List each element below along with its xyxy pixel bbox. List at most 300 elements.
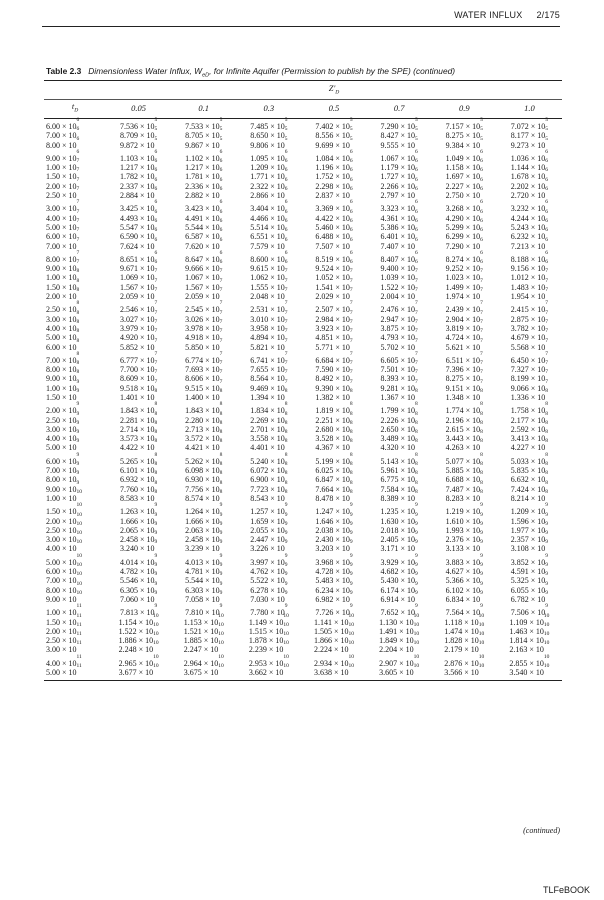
- value-cell: $2.964 \times 10^{10}$: [183, 653, 224, 668]
- value-cell: $4.320 \times 10^8$: [380, 438, 418, 453]
- value-cell: $9.384 \times 10^5$: [445, 135, 483, 150]
- table-row: [44, 576, 562, 585]
- value-cell: $2.177 \times 10^8$: [510, 410, 549, 425]
- td-cell: $9.00 \times 10^7$: [46, 259, 80, 274]
- value-cell: $4.782 \times 10^9$: [119, 562, 158, 577]
- value-cell: $1.158 \times 10^6$: [445, 158, 483, 173]
- value-cell: $3.413 \times 10^8$: [510, 429, 549, 444]
- value-cell: $4.013 \times 10^9$: [185, 552, 223, 567]
- table-row: [44, 526, 562, 535]
- value-cell: $2.531 \times 10^7$: [250, 300, 288, 315]
- value-cell: $8.492 \times 10^7$: [315, 369, 353, 384]
- value-cell: $2.907 \times 10^{10}$: [379, 653, 420, 668]
- caption-label: Table 2.3: [46, 66, 82, 76]
- table-row: [44, 255, 562, 264]
- value-cell: $5.514 \times 10^6$: [250, 217, 288, 232]
- value-cell: $5.143 \times 10^8$: [380, 451, 418, 466]
- table-row: [44, 636, 562, 645]
- value-cell: $2.376 \times 10^9$: [445, 530, 483, 545]
- value-cell: $2.476 \times 10^7$: [380, 300, 418, 315]
- value-cell: $5.483 \times 10^9$: [315, 571, 353, 586]
- value-cell: $4.263 \times 10^8$: [445, 438, 483, 453]
- value-cell: $1.666 \times 10^9$: [119, 511, 158, 526]
- value-cell: $8.283 \times 10^8$: [445, 488, 483, 503]
- td-cell: $9.00 \times 10^8$: [46, 369, 80, 384]
- td-cell: $4.00 \times 10^{10}$: [46, 539, 83, 554]
- value-cell: $5.243 \times 10^6$: [510, 217, 549, 232]
- value-cell: $3.203 \times 10^9$: [315, 539, 353, 554]
- table-row: [44, 324, 562, 333]
- value-cell: $7.157 \times 10^5$: [445, 116, 483, 131]
- value-cell: $7.624 \times 10^6$: [119, 236, 158, 251]
- value-cell: $2.059 \times 10^7$: [185, 287, 223, 302]
- value-cell: $6.688 \times 10^8$: [445, 470, 483, 485]
- value-cell: $3.675 \times 10^{10}$: [171, 668, 236, 681]
- value-cell: $4.851 \times 10^7$: [315, 328, 353, 343]
- value-cell: $3.443 \times 10^8$: [445, 429, 483, 444]
- value-cell: $1.758 \times 10^8$: [510, 401, 549, 416]
- value-cell: $4.682 \times 10^9$: [380, 562, 418, 577]
- value-cell: $5.621 \times 10^7$: [445, 337, 483, 352]
- value-cell: $8.188 \times 10^6$: [510, 249, 549, 264]
- value-cell: $4.762 \times 10^9$: [250, 562, 288, 577]
- value-cell: $7.664 \times 10^8$: [315, 479, 353, 494]
- value-cell: $1.264 \times 10^9$: [185, 502, 223, 517]
- value-cell: $9.469 \times 10^7$: [250, 378, 288, 393]
- value-cell: $1.039 \times 10^7$: [380, 268, 418, 283]
- value-cell: $2.965 \times 10^{10}$: [118, 653, 159, 668]
- value-cell: $2.018 \times 10^9$: [380, 520, 418, 535]
- table-row: [44, 356, 562, 365]
- value-cell: $2.251 \times 10^8$: [315, 410, 353, 425]
- value-cell: $1.521 \times 10^{10}$: [183, 621, 224, 636]
- value-cell: $8.647 \times 10^6$: [185, 249, 223, 264]
- value-cell: $5.547 \times 10^6$: [119, 217, 158, 232]
- value-cell: $6.587 \times 10^6$: [185, 227, 223, 242]
- value-cell: $7.327 \times 10^7$: [510, 360, 549, 375]
- column-header: 0.1: [171, 99, 236, 118]
- value-cell: $1.878 \times 10^{10}$: [248, 631, 289, 646]
- value-cell: $3.923 \times 10^7$: [315, 318, 353, 333]
- table-row: [44, 333, 562, 342]
- value-cell: $2.650 \times 10^8$: [380, 419, 418, 434]
- value-cell: $1.109 \times 10^{10}$: [509, 612, 550, 627]
- column-header: 0.9: [432, 99, 497, 118]
- value-cell: $1.012 \times 10^7$: [510, 268, 549, 283]
- column-header-row: [44, 99, 562, 118]
- table-row: [44, 172, 562, 181]
- value-cell: $6.930 \times 10^8$: [185, 470, 223, 485]
- table-row: [44, 595, 562, 604]
- value-cell: $5.033 \times 10^8$: [510, 451, 549, 466]
- value-cell: $2.322 \times 10^6$: [250, 176, 288, 191]
- td-cell: $7.00 \times 10^6$: [46, 126, 80, 141]
- value-cell: $9.524 \times 10^6$: [315, 259, 353, 274]
- value-cell: $1.799 \times 10^8$: [380, 401, 418, 416]
- value-cell: $4.361 \times 10^6$: [380, 208, 418, 223]
- value-cell: $2.281 \times 10^8$: [119, 410, 158, 425]
- td-cell: $2.50 \times 10^7$: [46, 186, 80, 201]
- value-cell: $3.425 \times 10^6$: [119, 199, 158, 214]
- table-row: [44, 242, 562, 251]
- value-cell: $5.852 \times 10^7$: [119, 337, 158, 352]
- table-row: [44, 365, 562, 374]
- value-cell: $7.213 \times 10^6$: [510, 236, 549, 251]
- value-cell: $4.422 \times 10^8$: [119, 438, 158, 453]
- value-cell: $8.389 \times 10^8$: [380, 488, 418, 503]
- value-cell: $2.224 \times 10^{10}$: [313, 640, 354, 655]
- value-cell: $3.010 \times 10^7$: [250, 309, 288, 324]
- value-cell: $7.723 \times 10^8$: [250, 479, 288, 494]
- value-cell: $7.590 \times 10^7$: [315, 360, 353, 375]
- value-cell: $6.982 \times 10^9$: [315, 589, 353, 604]
- value-cell: $9.156 \times 10^6$: [510, 259, 549, 274]
- table-row: [44, 384, 562, 393]
- value-cell: $3.572 \times 10^8$: [185, 429, 223, 444]
- value-cell: $3.883 \times 10^9$: [445, 552, 483, 567]
- td-cell: $4.00 \times 10^{11}$: [46, 653, 82, 668]
- value-cell: $1.567 \times 10^7$: [185, 277, 223, 292]
- value-cell: $1.154 \times 10^{10}$: [118, 612, 159, 627]
- value-cell: $2.065 \times 10^9$: [119, 520, 158, 535]
- value-cell: $1.118 \times 10^{10}$: [444, 612, 485, 627]
- value-cell: $9.671 \times 10^6$: [119, 259, 158, 274]
- value-cell: $6.782 \times 10^9$: [510, 589, 549, 604]
- value-cell: $1.067 \times 10^7$: [185, 268, 223, 283]
- value-cell: $2.029 \times 10^7$: [315, 287, 353, 302]
- value-cell: $2.837 \times 10^6$: [315, 186, 353, 201]
- value-cell: $3.929 \times 10^9$: [380, 552, 418, 567]
- value-cell: $3.605 \times 10^{10}$: [367, 668, 432, 681]
- value-cell: $7.407 \times 10^6$: [380, 236, 418, 251]
- td-cell: $3.00 \times 10^9$: [46, 419, 80, 434]
- table-row: [44, 659, 562, 668]
- value-cell: $7.760 \times 10^8$: [119, 479, 158, 494]
- td-cell: $1.50 \times 10^{10}$: [46, 502, 83, 517]
- value-cell: $7.780 \times 10^9$: [250, 603, 288, 618]
- value-cell: $7.487 \times 10^8$: [445, 479, 483, 494]
- value-cell: $3.540 \times 10^{10}$: [497, 668, 562, 681]
- td-cell: $7.00 \times 10^9$: [46, 461, 80, 476]
- value-cell: $6.488 \times 10^6$: [315, 227, 353, 242]
- td-cell: $1.00 \times 10^{11}$: [46, 603, 82, 618]
- value-cell: $7.058 \times 10^9$: [185, 589, 223, 604]
- table-row: [44, 141, 562, 150]
- value-cell: $2.298 \times 10^6$: [315, 176, 353, 191]
- table-row: [44, 558, 562, 567]
- value-cell: $3.369 \times 10^6$: [315, 199, 353, 214]
- value-cell: $2.713 \times 10^8$: [185, 419, 223, 434]
- value-cell: $3.875 \times 10^7$: [380, 318, 418, 333]
- value-cell: $1.834 \times 10^8$: [250, 401, 288, 416]
- value-cell: $2.439 \times 10^7$: [445, 300, 483, 315]
- caption-text: Dimensionless Water Influx, W: [88, 66, 203, 76]
- value-cell: $3.566 \times 10^{10}$: [432, 668, 497, 681]
- value-cell: $2.248 \times 10^{10}$: [118, 640, 159, 655]
- value-cell: $3.997 \times 10^9$: [250, 552, 288, 567]
- table-row: [44, 163, 562, 172]
- value-cell: $1.382 \times 10^8$: [315, 387, 353, 402]
- td-cell: $1.00 \times 10^{10}$: [46, 488, 83, 503]
- value-cell: $1.567 \times 10^7$: [119, 277, 158, 292]
- value-cell: $1.505 \times 10^{10}$: [313, 621, 354, 636]
- td-cell: $5.00 \times 10^{11}$: [44, 668, 106, 681]
- value-cell: $3.528 \times 10^8$: [315, 429, 353, 444]
- value-cell: $2.055 \times 10^9$: [250, 520, 288, 535]
- value-cell: $2.855 \times 10^{10}$: [509, 653, 550, 668]
- value-cell: $7.813 \times 10^9$: [119, 603, 158, 618]
- value-cell: $6.684 \times 10^7$: [315, 350, 353, 365]
- value-cell: $1.153 \times 10^{10}$: [183, 612, 224, 627]
- value-cell: $3.423 \times 10^6$: [185, 199, 223, 214]
- value-cell: $2.038 \times 10^9$: [315, 520, 353, 535]
- value-cell: $7.030 \times 10^9$: [250, 589, 288, 604]
- value-cell: $3.979 \times 10^7$: [119, 318, 158, 333]
- value-cell: $2.004 \times 10^7$: [380, 287, 418, 302]
- value-cell: $9.518 \times 10^7$: [119, 378, 158, 393]
- value-cell: $2.226 \times 10^8$: [380, 410, 418, 425]
- value-cell: $1.209 \times 10^6$: [250, 158, 288, 173]
- value-cell: $2.714 \times 10^8$: [119, 419, 158, 434]
- value-cell: $1.095 \times 10^6$: [250, 148, 288, 163]
- value-cell: $1.697 \times 10^6$: [445, 167, 483, 182]
- td-cell: $2.00 \times 10^8$: [46, 287, 80, 302]
- value-cell: $1.541 \times 10^7$: [315, 277, 353, 292]
- value-cell: $2.546 \times 10^7$: [119, 300, 158, 315]
- value-cell: $1.049 \times 10^6$: [445, 148, 483, 163]
- column-header: 0.5: [301, 99, 366, 118]
- td-cell: $1.00 \times 10^7$: [46, 158, 80, 173]
- value-cell: $2.163 \times 10^{10}$: [509, 640, 550, 655]
- value-cell: $2.680 \times 10^8$: [315, 419, 353, 434]
- value-cell: $1.774 \times 10^8$: [445, 401, 483, 416]
- value-cell: $6.025 \times 10^8$: [315, 461, 353, 476]
- value-cell: $7.060 \times 10^9$: [119, 589, 158, 604]
- value-cell: $5.325 \times 10^9$: [510, 571, 549, 586]
- value-cell: $2.882 \times 10^6$: [185, 186, 223, 201]
- table-row: [44, 154, 562, 163]
- value-cell: $1.782 \times 10^6$: [119, 167, 158, 182]
- value-cell: $8.214 \times 10^8$: [510, 488, 549, 503]
- header-section: WATER INFLUX: [454, 10, 523, 20]
- value-cell: $2.179 \times 10^{10}$: [444, 640, 485, 655]
- value-cell: $1.235 \times 10^9$: [380, 502, 418, 517]
- value-cell: $2.797 \times 10^6$: [380, 186, 418, 201]
- table-row: [44, 544, 562, 553]
- value-cell: $6.102 \times 10^9$: [445, 580, 483, 595]
- table-row: [44, 393, 562, 402]
- value-cell: $5.199 \times 10^8$: [315, 451, 353, 466]
- value-cell: $7.506 \times 10^9$: [510, 603, 549, 618]
- value-cell: $6.774 \times 10^7$: [185, 350, 223, 365]
- value-cell: $9.252 \times 10^6$: [445, 259, 483, 274]
- value-cell: $1.819 \times 10^8$: [315, 401, 353, 416]
- td-cell: $4.00 \times 10^8$: [46, 318, 80, 333]
- value-cell: $9.666 \times 10^6$: [185, 259, 223, 274]
- value-cell: $1.102 \times 10^6$: [185, 148, 223, 163]
- value-cell: $7.700 \times 10^7$: [119, 360, 158, 375]
- value-cell: $9.281 \times 10^7$: [380, 378, 418, 393]
- table-row: [44, 434, 562, 443]
- value-cell: $6.055 \times 10^9$: [510, 580, 549, 595]
- value-cell: $8.393 \times 10^7$: [380, 369, 418, 384]
- td-cell: $8.00 \times 10^{10}$: [46, 580, 83, 595]
- table-row: [44, 232, 562, 241]
- table-row: [44, 668, 562, 681]
- td-cell: $2.50 \times 10^{10}$: [46, 520, 83, 535]
- value-cell: $6.932 \times 10^8$: [119, 470, 158, 485]
- value-cell: $1.843 \times 10^8$: [185, 401, 223, 416]
- value-cell: $3.232 \times 10^6$: [510, 199, 549, 214]
- value-cell: $5.299 \times 10^6$: [445, 217, 483, 232]
- table-row: [44, 567, 562, 576]
- value-cell: $3.819 \times 10^7$: [445, 318, 483, 333]
- value-cell: $3.133 \times 10^9$: [445, 539, 483, 554]
- table-row: [44, 118, 562, 131]
- value-cell: $4.679 \times 10^7$: [510, 328, 549, 343]
- value-cell: $1.263 \times 10^9$: [119, 502, 158, 517]
- value-cell: $7.726 \times 10^9$: [315, 603, 353, 618]
- td-cell: $2.00 \times 10^{10}$: [46, 511, 83, 526]
- value-cell: $5.835 \times 10^8$: [510, 461, 549, 476]
- value-cell: $8.606 \times 10^7$: [185, 369, 223, 384]
- value-cell: $1.463 \times 10^{10}$: [509, 621, 550, 636]
- value-cell: $1.866 \times 10^{10}$: [313, 631, 354, 646]
- column-header: 1.0: [497, 99, 562, 118]
- table-row: [44, 618, 562, 627]
- value-cell: $2.507 \times 10^7$: [315, 300, 353, 315]
- value-cell: $1.555 \times 10^7$: [250, 277, 288, 292]
- value-cell: $3.638 \times 10^{10}$: [301, 668, 366, 681]
- value-cell: $1.069 \times 10^7$: [119, 268, 158, 283]
- value-cell: $3.968 \times 10^9$: [315, 552, 353, 567]
- td-cell: $1.50 \times 10^7$: [46, 167, 80, 182]
- value-cell: $5.850 \times 10^7$: [185, 337, 223, 352]
- value-cell: $1.828 \times 10^{10}$: [444, 631, 485, 646]
- value-cell: $1.771 \times 10^6$: [250, 167, 288, 182]
- value-cell: $1.659 \times 10^9$: [250, 511, 288, 526]
- td-cell: $7.00 \times 10^7$: [46, 236, 80, 251]
- value-cell: $2.984 \times 10^7$: [315, 309, 353, 324]
- value-cell: $1.886 \times 10^{10}$: [118, 631, 159, 646]
- value-cell: $6.174 \times 10^9$: [380, 580, 418, 595]
- value-cell: $1.052 \times 10^7$: [315, 268, 353, 283]
- table-row: [44, 223, 562, 232]
- value-cell: $1.522 \times 10^7$: [380, 277, 418, 292]
- value-cell: $1.515 \times 10^{10}$: [248, 621, 289, 636]
- value-cell: $5.265 \times 10^8$: [119, 451, 158, 466]
- continued-note: (continued): [523, 826, 560, 835]
- value-cell: $1.954 \times 10^7$: [510, 287, 549, 302]
- value-cell: $2.266 \times 10^6$: [380, 176, 418, 191]
- td-cell: $4.00 \times 10^7$: [46, 208, 80, 223]
- value-cell: $1.130 \times 10^{10}$: [379, 612, 420, 627]
- value-cell: $7.693 \times 10^7$: [185, 360, 223, 375]
- value-cell: $9.390 \times 10^7$: [315, 378, 353, 393]
- td-cell: $8.00 \times 10^6$: [46, 135, 80, 150]
- value-cell: $8.543 \times 10^8$: [250, 488, 288, 503]
- value-cell: $2.336 \times 10^6$: [185, 176, 223, 191]
- value-cell: $2.876 \times 10^{10}$: [444, 653, 485, 668]
- value-cell: $2.247 \times 10^{10}$: [183, 640, 224, 655]
- table-row: [44, 406, 562, 415]
- running-header: [454, 10, 560, 20]
- value-cell: $6.511 \times 10^7$: [445, 350, 483, 365]
- value-cell: $6.450 \times 10^7$: [510, 350, 549, 365]
- value-cell: $6.834 \times 10^9$: [445, 589, 483, 604]
- td-cell: $2.00 \times 10^7$: [46, 176, 80, 191]
- value-cell: $2.875 \times 10^7$: [510, 309, 549, 324]
- td-cell: $8.00 \times 10^9$: [46, 470, 80, 485]
- td-cell: $8.00 \times 10^8$: [46, 360, 80, 375]
- value-cell: $1.141 \times 10^{10}$: [313, 612, 354, 627]
- value-cell: $4.591 \times 10^9$: [510, 562, 549, 577]
- column-header: 0.3: [236, 99, 301, 118]
- td-cell: $2.00 \times 10^9$: [46, 401, 80, 416]
- table-row: [44, 466, 562, 475]
- value-cell: $2.048 \times 10^7$: [250, 287, 288, 302]
- value-cell: $2.884 \times 10^6$: [119, 186, 158, 201]
- value-cell: $2.947 \times 10^7$: [380, 309, 418, 324]
- value-cell: $1.401 \times 10^8$: [119, 387, 158, 402]
- value-cell: $1.217 \times 10^6$: [119, 158, 158, 173]
- value-cell: $9.273 \times 10^5$: [510, 135, 549, 150]
- table-row: [44, 214, 562, 223]
- td-cell: $5.00 \times 10^8$: [46, 328, 80, 343]
- value-cell: $1.067 \times 10^6$: [380, 148, 418, 163]
- value-cell: $8.274 \times 10^6$: [445, 249, 483, 264]
- value-cell: $7.501 \times 10^7$: [380, 360, 418, 375]
- value-cell: $5.544 \times 10^6$: [185, 217, 223, 232]
- value-cell: $4.290 \times 10^6$: [445, 208, 483, 223]
- table-row: [44, 264, 562, 273]
- value-cell: $2.592 \times 10^8$: [510, 419, 549, 434]
- value-cell: $4.781 \times 10^9$: [185, 562, 223, 577]
- table-row: [44, 374, 562, 383]
- value-cell: $2.701 \times 10^8$: [250, 419, 288, 434]
- value-cell: $3.852 \times 10^9$: [510, 552, 549, 567]
- value-cell: $8.427 \times 10^5$: [380, 126, 418, 141]
- value-cell: $8.651 \times 10^6$: [119, 249, 158, 264]
- column-header: 0.7: [367, 99, 432, 118]
- value-cell: $5.568 \times 10^7$: [510, 337, 549, 352]
- value-cell: $1.209 \times 10^9$: [510, 502, 549, 517]
- value-cell: $7.655 \times 10^7$: [250, 360, 288, 375]
- td-cell: $6.00 \times 10^{10}$: [46, 562, 83, 577]
- table-caption: [46, 66, 455, 79]
- table-row: [44, 485, 562, 494]
- value-cell: $2.545 \times 10^7$: [185, 300, 223, 315]
- value-cell: $9.867 \times 10^5$: [185, 135, 223, 150]
- value-cell: $8.519 \times 10^6$: [315, 249, 353, 264]
- table-row: [44, 182, 562, 191]
- value-cell: $1.348 \times 10^8$: [445, 387, 483, 402]
- value-cell: $2.269 \times 10^8$: [250, 410, 288, 425]
- value-cell: $2.227 \times 10^6$: [445, 176, 483, 191]
- value-cell: $1.036 \times 10^6$: [510, 148, 549, 163]
- value-cell: $1.678 \times 10^6$: [510, 167, 549, 182]
- value-cell: $5.262 \times 10^8$: [185, 451, 223, 466]
- value-cell: $4.894 \times 10^7$: [250, 328, 288, 343]
- value-cell: $6.590 \times 10^6$: [119, 227, 158, 242]
- value-cell: $7.424 \times 10^8$: [510, 479, 549, 494]
- value-cell: $1.610 \times 10^9$: [445, 511, 483, 526]
- caption-subscript: eD: [202, 72, 210, 79]
- table-row: [44, 517, 562, 526]
- value-cell: $2.447 \times 10^9$: [250, 530, 288, 545]
- value-cell: $9.515 \times 10^7$: [185, 378, 223, 393]
- value-cell: $7.564 \times 10^9$: [445, 603, 483, 618]
